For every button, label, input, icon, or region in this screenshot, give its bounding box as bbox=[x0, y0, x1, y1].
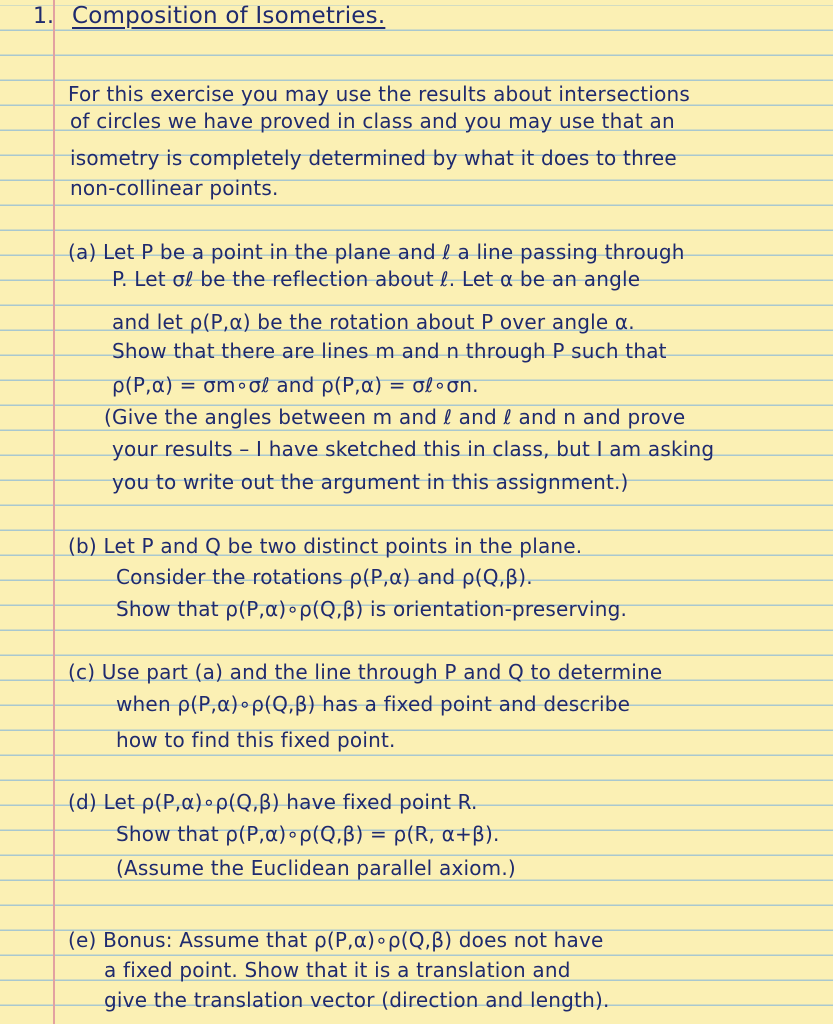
part-b-line-1: (b) Let P and Q be two distinct points in the plane. bbox=[68, 534, 583, 558]
part-d-line-3: (Assume the Euclidean parallel axiom.) bbox=[116, 856, 516, 880]
part-e-line-2: a fixed point. Show that it is a translation and bbox=[104, 958, 571, 982]
part-a-line-6: (Give the angles between m and ℓ and ℓ and n and prove bbox=[104, 405, 686, 429]
part-c-line-3: how to find this fixed point. bbox=[116, 728, 396, 752]
part-e-line-3: give the translation vector (direction and length). bbox=[104, 988, 610, 1012]
part-b-line-3: Show that ρ(P,α)∘ρ(Q,β) is orientation-preserving. bbox=[116, 597, 628, 621]
part-a-line-1: (a) Let P be a point in the plane and ℓ a line passing through bbox=[68, 240, 685, 264]
exercise-number: 1. bbox=[33, 4, 54, 29]
part-c-line-2: when ρ(P,α)∘ρ(Q,β) has a fixed point and describe bbox=[116, 692, 631, 716]
part-a-line-7: your results – I have sketched this in class, but I am asking bbox=[112, 437, 715, 461]
part-c-line-1: (c) Use part (a) and the line through P and Q to determine bbox=[68, 660, 663, 684]
part-a-line-3: and let ρ(P,α) be the rotation about P over angle α. bbox=[112, 310, 635, 334]
part-e-line-1: (e) Bonus: Assume that ρ(P,α)∘ρ(Q,β) does not have bbox=[68, 928, 604, 952]
part-b-line-2: Consider the rotations ρ(P,α) and ρ(Q,β). bbox=[116, 565, 533, 589]
part-d-line-2: Show that ρ(P,α)∘ρ(Q,β) = ρ(R, α+β). bbox=[116, 822, 500, 846]
part-a-line-8: you to write out the argument in this assignment.) bbox=[112, 470, 629, 494]
intro-line-3: isometry is completely determined by what it does to three bbox=[70, 146, 677, 170]
part-a-line-2: P. Let σℓ be the reflection about ℓ. Let α be an angle bbox=[112, 267, 641, 291]
page-title: Composition of Isometries. bbox=[72, 3, 386, 29]
part-a-line-5: ρ(P,α) = σm∘σℓ and ρ(P,α) = σℓ∘σn. bbox=[112, 373, 479, 397]
part-d-line-1: (d) Let ρ(P,α)∘ρ(Q,β) have fixed point R. bbox=[68, 790, 478, 814]
part-a-line-4: Show that there are lines m and n through P such that bbox=[112, 339, 667, 363]
intro-line-1: For this exercise you may use the results about intersections bbox=[68, 82, 691, 106]
intro-line-4: non-collinear points. bbox=[70, 176, 279, 200]
intro-line-2: of circles we have proved in class and you may use that an bbox=[70, 109, 675, 133]
